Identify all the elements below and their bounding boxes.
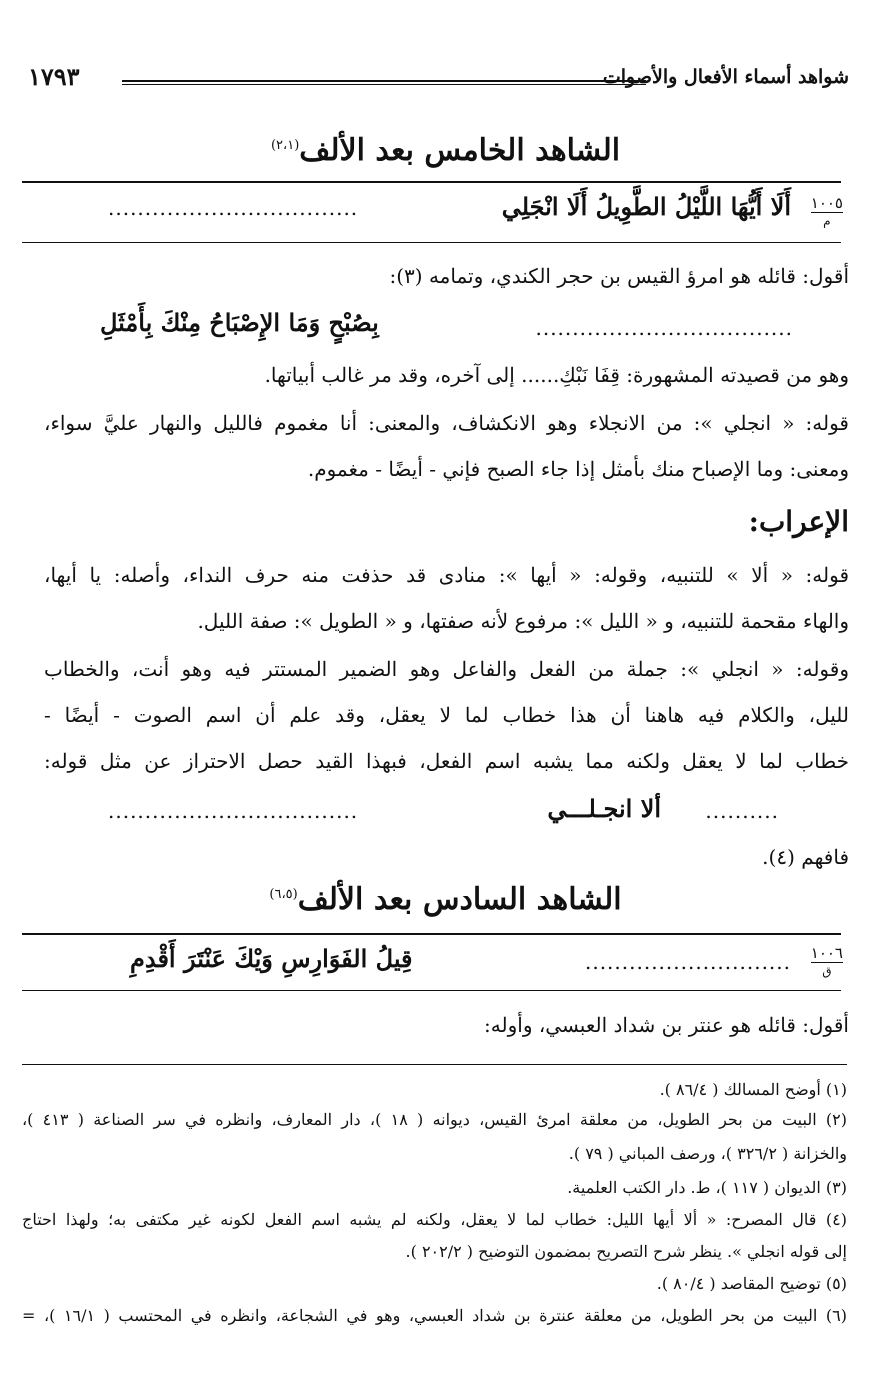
footnote-rule — [22, 1064, 847, 1065]
i3rab-line-4: لليل، والكلام فيه هاهنا أن هذا خطاب لما لا يعقل، وقد علم أن اسم الصوت - أيضًا - — [44, 703, 849, 727]
verse-number: ١٠٠٦ — [810, 944, 843, 962]
footnote-4: (٤) قال المصرح: « ألا أيها الليل: خطاب لما لا يعقل، ولكنه لم يشبه اسم الفعل لكونه غير مكتفى به؛ ولهذا احتاج — [22, 1210, 847, 1229]
verse-number-1006 — [811, 946, 843, 978]
verse-number: ١٠٠٥ — [810, 194, 843, 212]
i3rab-line-1: قوله: « ألا » للتنبيه، وقوله: « أيها »: منادى قد حذفت منه حرف النداء، وأصله: يا أيها، — [44, 563, 850, 587]
verse-rule-bottom — [22, 990, 841, 991]
i3rab-line-3: وقوله: « انجلي »: جملة من الفعل والفاعل وهو الضمير المستتر فيه وهو أنت، والخطاب — [44, 657, 849, 681]
section-title-5 — [0, 133, 891, 168]
verse-rule-top — [22, 933, 841, 935]
footnote-1: (١) أوضح المسالك ( ٨٦/٤ ). — [659, 1080, 847, 1099]
footnote-ref: (٦،٥) — [269, 887, 298, 902]
i3rab-heading: الإعراب: — [748, 505, 849, 538]
page-number: ١٧٩٣ — [28, 62, 80, 91]
text-line-1: أقول: قائله هو امرؤ القيس بن حجر الكندي، وتمامه (٣): — [389, 264, 849, 288]
running-title: شواهد أسماء الأفعال والأصوات — [602, 66, 849, 88]
i3rab-line-2: والهاء مقحمة للتنبيه، و « الليل »: مرفوع لأنه صفتها، و « الطويل »: صفة الليل. — [197, 609, 849, 633]
verse-first-half: أَلَا أَيُّهَا اللَّيْلُ الطَّوِيلُ أَلَا انْجَلِي — [501, 192, 791, 221]
footnote-2-cont: والخزانة ( ٣٢٦/٢ )، ورصف المباني ( ٧٩ ). — [568, 1144, 847, 1163]
verse-dots: .................................. — [108, 196, 359, 220]
text-line-2: وهو من قصيدته المشهورة: قِفَا نَبْكِ...... إلى آخره، وقد مر غالب أبياتها. — [264, 363, 849, 387]
text-line-3: قوله: « انجلي »: من الانجلاء وهو الانكشاف، والمعنى: أنا مغموم فالليل والنهار عليَّ سواء، — [44, 411, 849, 435]
verse-meter: ق — [822, 964, 832, 978]
footnote-ref: (٢،١) — [270, 138, 300, 153]
verse-rule-top — [22, 181, 841, 183]
section-title-text: الشاهد السادس بعد الألف — [297, 882, 622, 917]
verse-number-1005 — [811, 196, 843, 228]
footnote-5: (٥) توضيح المقاصد ( ٨٠/٤ ). — [656, 1274, 847, 1293]
section-title-6 — [0, 882, 891, 917]
verse-second-half: بِصُبْحٍ وَمَا الإِصْبَاحُ مِنْكَ بِأَمْثَلِ — [100, 308, 379, 337]
closing-line: فافهم (٤). — [762, 845, 849, 869]
header-rule — [122, 80, 646, 85]
text-line-4: ومعنى: وما الإصباح منك بأمثل إذا جاء الصبح فإني - أيضًا - مغموم. — [307, 457, 849, 481]
verse-rule-bottom — [22, 242, 841, 243]
verse-dots-2: ................................... — [535, 316, 793, 340]
quote-dots-left: .................................. — [108, 799, 359, 823]
quote-text: ألا انجـلـــي — [547, 794, 661, 823]
text-line-5: أقول: قائله هو عنتر بن شداد العبسي، وأوله: — [484, 1013, 849, 1037]
footnote-4-cont: إلى قوله انجلي ». ينظر شرح التصريح بمضمون التوضيح ( ٢٠٢/٢ ). — [405, 1242, 847, 1261]
verse-dots: ............................ — [584, 950, 791, 974]
section-title-text: الشاهد الخامس بعد الألف — [299, 133, 621, 168]
footnote-2: (٢) البيت من بحر الطويل، من معلقة امرئ القيس، ديوانه ( ١٨ )، دار المعارف، وانظره في سر الصناعة ( ٤١٣ )، — [22, 1110, 848, 1129]
i3rab-line-5: خطاب لما لا يعقل ولكنه مما يشبه اسم الفعل، فبهذا القيد حصل الاحتراز عن مثل قوله: — [44, 749, 849, 773]
verse-meter: م — [823, 214, 831, 228]
footnote-6: (٦) البيت من بحر الطويل، من معلقة عنترة بن شداد العبسي، وهو في الشجاعة، وانظره في المحتسب ( ١٦/١ )، = — [22, 1306, 848, 1325]
quote-dots-right: .......... — [705, 799, 779, 823]
verse-second-half: قِيلُ الفَوَارِسِ وَيْكَ عَنْتَرَ أَقْدِمِ — [130, 944, 413, 973]
footnote-3: (٣) الديوان ( ١١٧ )، ط. دار الكتب العلمية. — [567, 1178, 847, 1197]
